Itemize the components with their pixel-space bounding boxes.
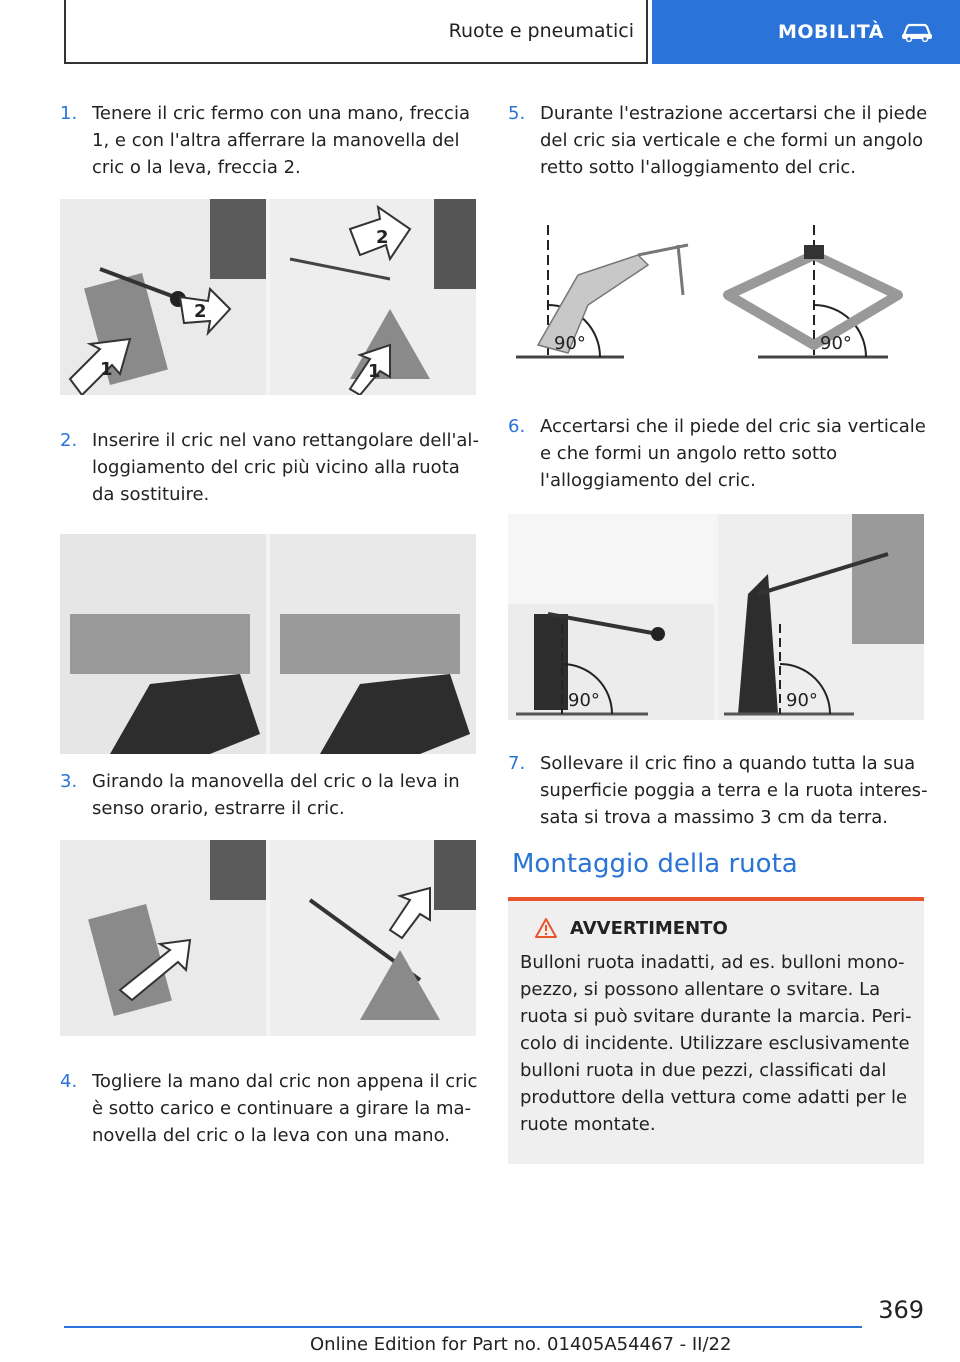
page-number: 369	[878, 1296, 924, 1324]
header-chapter-tab	[652, 0, 960, 64]
section-heading: Montaggio della ruota	[512, 849, 798, 879]
step-number: 7.	[508, 753, 526, 774]
figure-jack-insert	[60, 534, 476, 754]
warning-title: AVVERTIMENTO	[570, 917, 728, 939]
arrow-label-1: 1	[100, 359, 113, 380]
step-3	[60, 768, 480, 822]
figure-jack-angle-diagram	[508, 225, 924, 375]
step-number: 3.	[60, 771, 78, 792]
figure-jack-hold	[60, 199, 476, 395]
step-text: Girando la manovella del cric o la leva in senso orario, estrarre il cric.	[92, 771, 460, 819]
step-text: Tenere il cric fermo con una mano, freccia 1, e con l'altra afferrare la manovella del cric o la leva, freccia 2.	[92, 103, 470, 178]
arrow-label-2: 2	[194, 301, 207, 322]
header-chapter-title: MOBILITÀ	[778, 21, 884, 43]
arrow-label-1b: 1	[368, 361, 381, 382]
warning-text: Bulloni ruota inadatti, ad es. bulloni monopezzo, si possono allentare o svitare. La ruota si può svitare durante la marcia. Pericolo di incidente. Utilizzare esclusivamente bulloni ruota in due pezzi, classificati dal produttore della vettura come adatti per le ruote montate.	[520, 952, 912, 1135]
step-text: Togliere la mano dal cric non appena il cric è sotto carico e continuare a girare la manovella del cric o la leva con una mano.	[92, 1071, 478, 1146]
step-text: Accertarsi che il piede del cric sia verticale e che formi un angolo retto sotto l'alloggiamento del cric.	[540, 416, 926, 491]
step-number: 5.	[508, 103, 526, 124]
step-number: 6.	[508, 416, 526, 437]
header-section-title: Ruote e pneumatici	[448, 20, 634, 42]
arrow-label-2b: 2	[376, 227, 389, 248]
header-section-tab	[64, 0, 648, 64]
step-text: Sollevare il cric fino a quando tutta la sua superficie poggia a terra e la ruota interessata si trova a massimo 3 cm da terra.	[540, 753, 928, 828]
step-number: 1.	[60, 103, 78, 124]
step-text: Inserire il cric nel vano rettangolare dell'alloggiamento del cric più vicino alla ruota da sostituire.	[92, 430, 479, 505]
car-icon	[900, 22, 934, 42]
footer-edition: Online Edition for Part no. 01405A54467 - II/22	[310, 1334, 732, 1355]
angle-label: 90°	[568, 690, 600, 711]
left-column	[60, 100, 480, 1149]
right-column	[508, 100, 928, 1164]
step-7	[508, 750, 928, 831]
warning-triangle-icon	[534, 917, 558, 939]
angle-label: 90°	[820, 333, 852, 354]
angle-label: 90°	[786, 690, 818, 711]
step-5	[508, 100, 928, 181]
step-6	[508, 413, 928, 494]
step-number: 4.	[60, 1071, 78, 1092]
step-2	[60, 427, 480, 508]
figure-jack-turn	[60, 840, 476, 1036]
warning-box	[508, 901, 924, 1164]
step-1	[60, 100, 480, 181]
figure-jack-angle-photo	[508, 514, 924, 720]
step-4	[60, 1068, 480, 1149]
step-number: 2.	[60, 430, 78, 451]
warning-title-row	[534, 917, 912, 939]
step-text: Durante l'estrazione accertarsi che il piede del cric sia verticale e che formi un angolo retto sotto l'alloggiamento del cric.	[540, 103, 928, 178]
angle-label: 90°	[554, 333, 586, 354]
footer-rule	[64, 1326, 862, 1328]
